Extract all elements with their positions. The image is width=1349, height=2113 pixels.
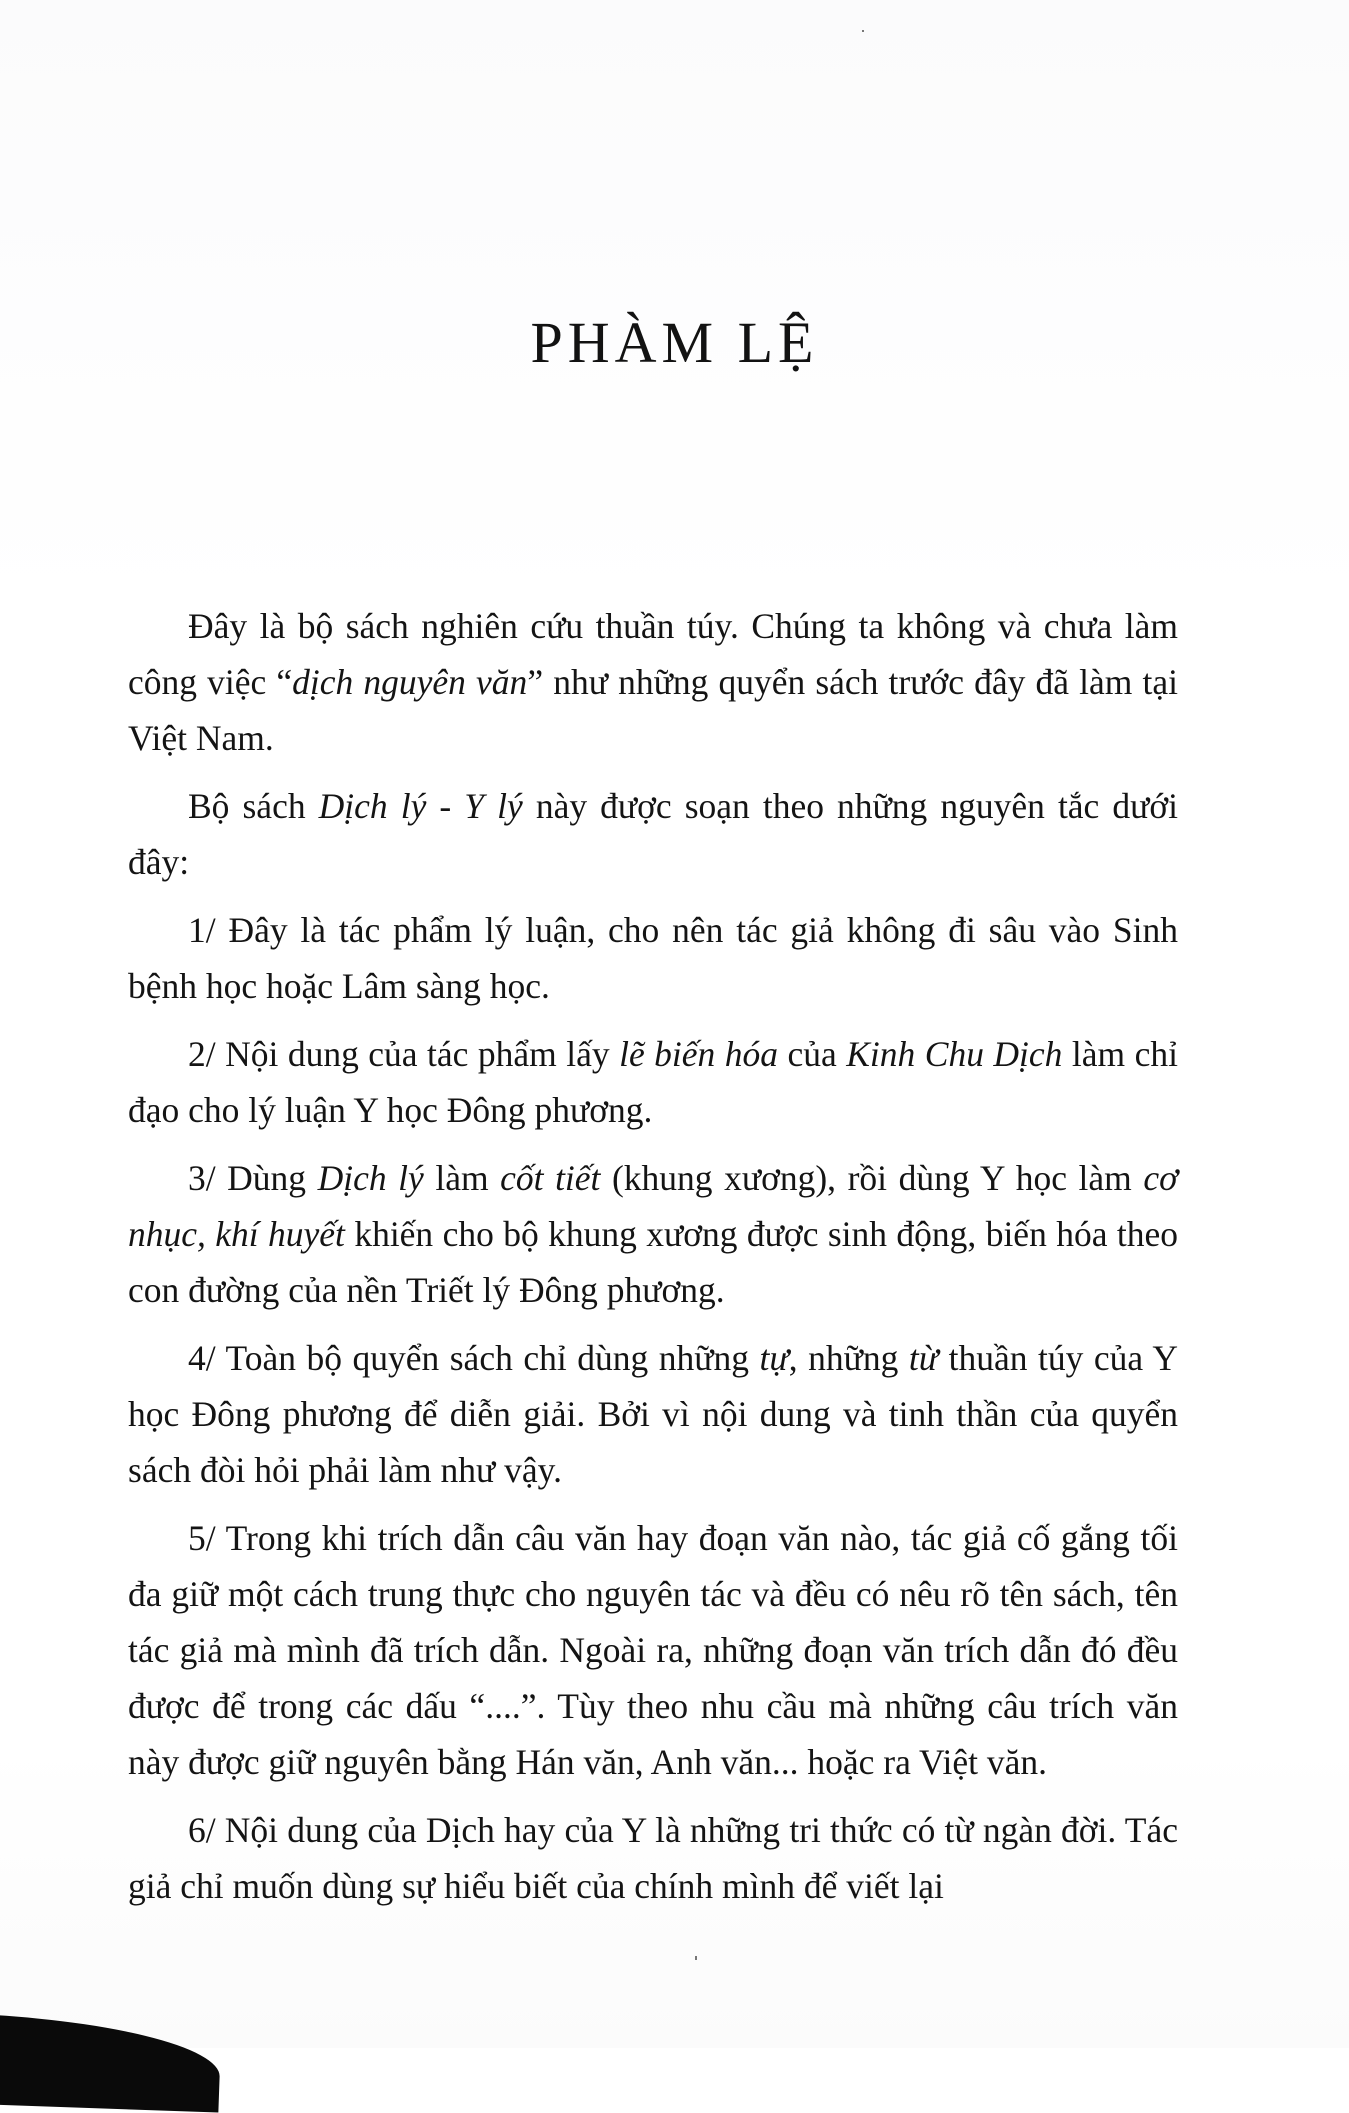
text-segment: khiến cho bộ khung xương được sinh động, biến hóa theo con đường của nền Triết lý Đông phương. — [128, 1214, 1178, 1310]
italic-term: tự — [759, 1338, 789, 1378]
text-segment: của — [778, 1034, 847, 1074]
paragraph-principle-5 — [128, 1510, 1178, 1790]
italic-term: Dịch lý — [317, 1158, 424, 1198]
text-segment: thuần túy của Y học Đông phương để diễn giải. Bởi vì nội dung và tinh thần của quyển sách đòi hỏi phải làm như vậy. — [128, 1338, 1178, 1490]
text-segment: làm chỉ đạo cho lý luận Y học Đông phương. — [128, 1034, 1178, 1130]
text-segment: làm — [423, 1158, 501, 1198]
paragraph-intro — [128, 598, 1178, 766]
paragraph-principle-1 — [128, 902, 1178, 1014]
paragraph-principle-2 — [128, 1026, 1178, 1138]
text-segment: , những — [788, 1338, 909, 1378]
text-segment: 1/ Đây là tác phẩm lý luận, cho nên tác giả không đi sâu vào Sinh bệnh học hoặc Lâm sàng học. — [128, 910, 1178, 1006]
page-curl-shadow — [0, 2013, 221, 2112]
text-segment: 2/ Nội dung của tác phẩm lấy — [188, 1034, 620, 1074]
italic-term: cơ nhục, khí huyết — [128, 1158, 1179, 1254]
paragraph-principles-intro — [128, 778, 1178, 890]
text-segment: ” như những quyển sách trước đây đã làm tại Việt Nam. — [128, 662, 1178, 758]
text-segment: này được soạn theo những nguyên tắc dưới đây: — [128, 786, 1179, 882]
text-segment: 6/ Nội dung của Dịch hay của Y là những tri thức có từ ngàn đời. Tác giả chỉ muốn dùng sự hiểu biết của chính mình để viết lại — [128, 1810, 1178, 1906]
scan-speck — [695, 1956, 697, 1960]
paragraph-principle-4 — [128, 1330, 1178, 1498]
italic-term: lẽ biến hóa — [619, 1034, 779, 1074]
paragraph-principle-6 — [128, 1802, 1178, 1914]
italic-term: Kinh Chu Dịch — [846, 1034, 1063, 1074]
text-segment: (khung xương), rồi dùng Y học làm — [600, 1158, 1144, 1198]
body-text — [128, 598, 1178, 1926]
page-title: PHÀM LỆ — [530, 310, 819, 375]
text-segment: 3/ Dùng — [188, 1158, 318, 1198]
italic-term: dịch nguyên văn — [292, 662, 528, 702]
text-segment: Đây là bộ sách nghiên cứu thuần túy. Chúng ta không và chưa làm công việc “ — [128, 606, 1178, 702]
italic-term: cốt tiết — [500, 1158, 601, 1198]
text-segment: 5/ Trong khi trích dẫn câu văn hay đoạn văn nào, tác giả cố gắng tối đa giữ một cách trung thực cho nguyên tác và đều có nêu rõ tên sách, tên tác giả mà mình đã trích dẫn. Ngoài ra, những đoạn văn trích dẫn đó đều được để trong các dấu “....”. Tùy theo nhu cầu mà những câu trích văn này được giữ nguyên bằng Hán văn, Anh văn... hoặc ra Việt văn. — [128, 1518, 1178, 1782]
text-segment: 4/ Toàn bộ quyển sách chỉ dùng những — [188, 1338, 760, 1378]
italic-term: từ — [908, 1338, 939, 1378]
italic-term: Dịch lý - Y lý — [318, 786, 523, 826]
paragraph-principle-3 — [128, 1150, 1178, 1318]
text-segment: Bộ sách — [188, 786, 319, 826]
scan-speck — [862, 30, 864, 32]
